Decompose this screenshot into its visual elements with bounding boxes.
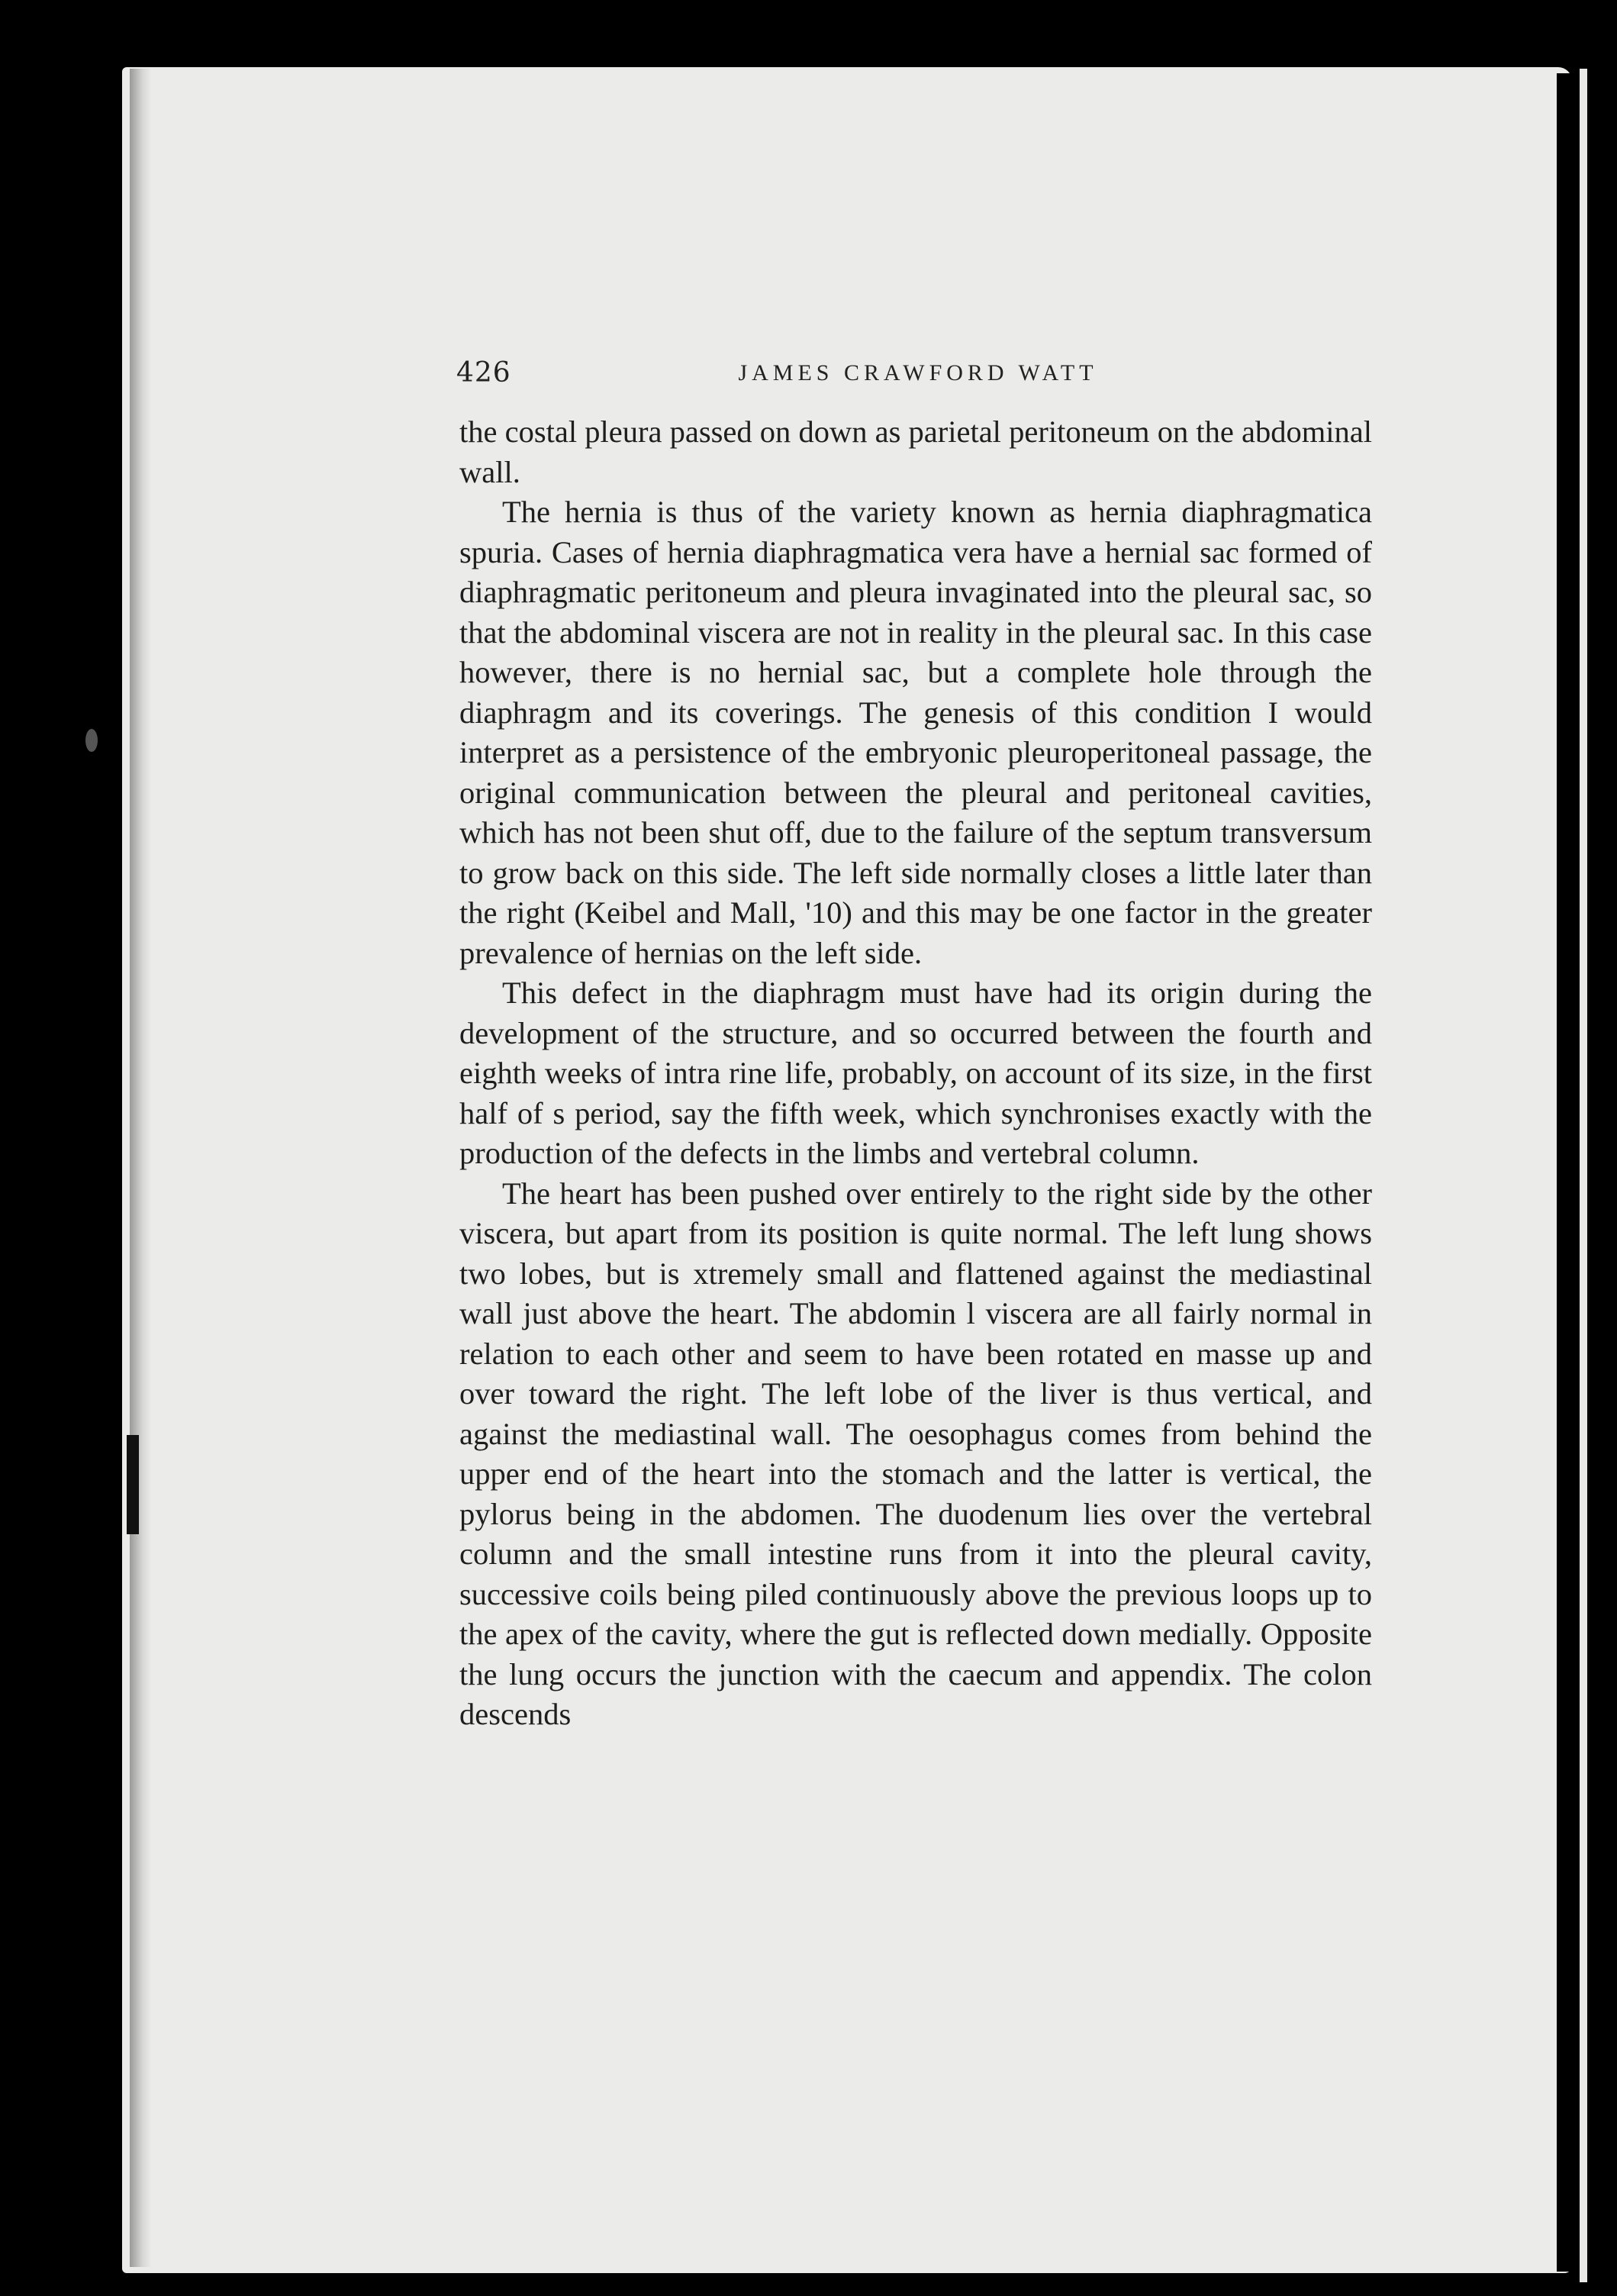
running-title: JAMES CRAWFORD WATT [738, 360, 1098, 385]
binding-mark [127, 1435, 139, 1534]
paragraph-defect-origin: This defect in the diaphragm must have had its origin during the development of the structure, and so occurred between the fourth and eighth weeks of intra rine life, probably, on account of its size, in the first half of s period, say the fifth week, which synchronises exactly with the production of the defects in the limbs and vertebral column. [459, 975, 1372, 1170]
binding-spot [85, 729, 98, 752]
paragraph-continuation: the costal pleura passed on down as parietal peritoneum on the abdominal wall. [459, 414, 1372, 489]
page-number: 426 [456, 357, 511, 389]
body-text [459, 412, 1372, 1735]
paragraph-heart-position: The heart has been pushed over entirely to the right side by the other viscera, but apart from its position is quite normal. The left lung shows two lobes, but is xtremely small and flattened against the mediastinal wall just above the heart. The abdomin l viscera are all fairly normal in relation to each other and seem to have been rotated en masse up and over toward the right. The left lobe of the liver is thus vertical, and against the mediastinal wall. The oesophagus comes from behind the upper end of the heart into the stomach and the latter is vertical, the pylorus being in the abdomen. The duodenum lies over the vertebral column and the small intestine runs from it into the pleural cavity, successive coils being piled continuously above the previous loops up to the apex of the cavity, where the gut is reflected down medially. Opposite the lung occurs the junction with the caecum and appendix. The colon descends [459, 1175, 1372, 1731]
page-left-edge-shadow [130, 69, 151, 2267]
paragraph-hernia-variety: The hernia is thus of the variety known as hernia diaphragmatica spuria. Cases of hernia diaphragmatica vera have a hernial sac formed of diaphragmatic peritoneum and pleura invaginated into the pleural sac, so that the abdominal viscera are not in reality in the pleural sac. In this case however, there is no hernial sac, but a complete hole through the diaphragm and its coverings. The genesis of this condition I would interpret as a persistence of the embryonic pleuroperitoneal passage, the original communication between the pleural and peritoneal cavities, which has not been shut off, due to the failure of the septum transversum to grow back on this side. The left side normally closes a little later than the right (Keibel and Mall, '10) and this may be one factor in the greater prevalence of hernias on the left side. [459, 495, 1372, 970]
adjacent-page-edge [1580, 69, 1587, 2282]
